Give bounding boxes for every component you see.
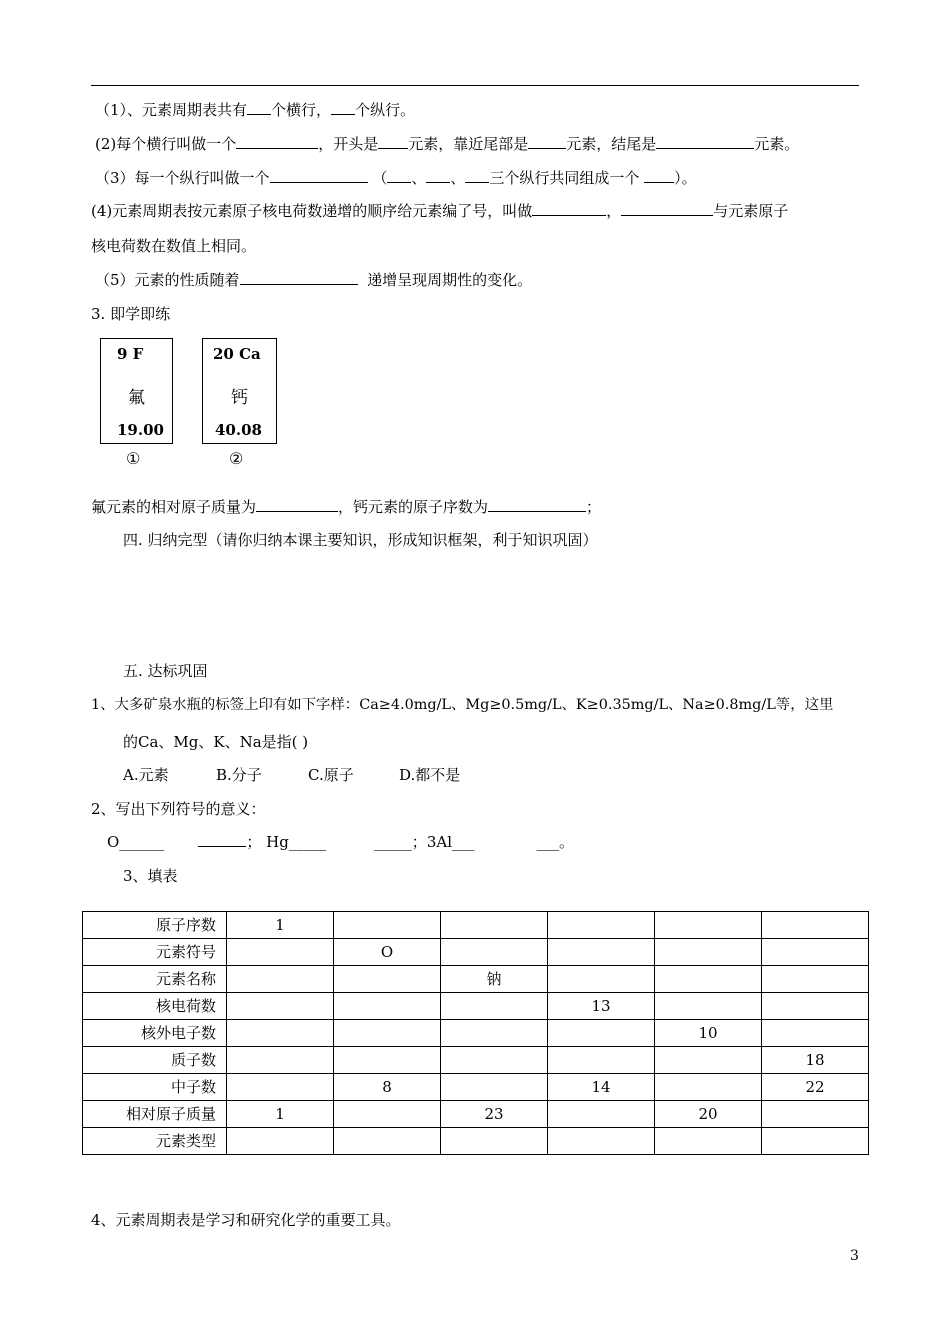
blank[interactable] <box>236 134 318 149</box>
blank[interactable] <box>270 168 368 183</box>
table-cell[interactable] <box>762 966 869 993</box>
atomic-number: 20 Ca <box>213 345 261 363</box>
table-cell[interactable] <box>548 1020 655 1047</box>
row-label: 相对原子质量 <box>83 1101 227 1128</box>
blank[interactable] <box>247 100 271 115</box>
table-cell[interactable] <box>548 939 655 966</box>
blank[interactable] <box>387 168 411 183</box>
practice-question: 氟元素的相对原子质量为 ，钙元素的原子序数为 ； <box>91 498 602 516</box>
q5-line: （5）元素的性质随着 递增呈现周期性的变化。 <box>95 271 533 289</box>
table-cell[interactable]: 22 <box>762 1074 869 1101</box>
table-cell[interactable] <box>334 1128 441 1155</box>
table-cell[interactable] <box>655 1047 762 1074</box>
table-cell[interactable] <box>655 912 762 939</box>
table-cell[interactable] <box>441 1047 548 1074</box>
atomic-mass: 19.00 <box>117 421 164 439</box>
table-cell[interactable] <box>441 1074 548 1101</box>
blank[interactable] <box>426 168 450 183</box>
table-row <box>83 939 869 966</box>
row-label: 原子序数 <box>83 912 227 939</box>
table-cell[interactable] <box>548 1128 655 1155</box>
table-cell[interactable]: 20 <box>655 1101 762 1128</box>
ex2-symbols: O______ ； Hg_____ _____；3Al___ ___。 <box>107 833 575 851</box>
table-cell[interactable] <box>227 966 334 993</box>
table-cell[interactable] <box>762 1101 869 1128</box>
table-cell[interactable] <box>227 1020 334 1047</box>
table-cell[interactable]: O <box>334 939 441 966</box>
ex1-line-2: 的Ca、Mg、K、Na是指( ) <box>123 733 309 751</box>
q2-line: (2)每个横行叫做一个 ，开头是 元素，靠近尾部是 元素，结尾是 元素。 <box>95 135 800 153</box>
q1-line: （1）、元素周期表共有 个横行， 个纵行。 <box>95 101 416 119</box>
table-cell[interactable]: 10 <box>655 1020 762 1047</box>
table-cell[interactable] <box>227 1047 334 1074</box>
blank[interactable] <box>465 168 489 183</box>
q4-line-2: 核电荷数在数值上相同。 <box>91 237 257 255</box>
table-cell[interactable]: 23 <box>441 1101 548 1128</box>
table-cell[interactable] <box>548 912 655 939</box>
table-cell[interactable] <box>655 1128 762 1155</box>
header-rule <box>91 85 859 86</box>
ex2-title: 2、写出下列符号的意义： <box>91 800 266 818</box>
table-cell[interactable] <box>227 1074 334 1101</box>
row-label: 核电荷数 <box>83 993 227 1020</box>
row-label: 质子数 <box>83 1047 227 1074</box>
section-5-heading: 五. 达标巩固 <box>123 662 208 680</box>
card-label-2: ② <box>229 449 244 468</box>
ex1-options <box>123 765 460 785</box>
ex1-line-1: 1、大多矿泉水瓶的标签上印有如下字样：Ca≥4.0mg/L、Mg≥0.5mg/L、K≥0.35mg/L、Na≥0.8mg/L等，这里 <box>91 697 834 713</box>
table-row <box>83 1074 869 1101</box>
blank[interactable] <box>240 270 358 285</box>
option-a[interactable]: A.元素 <box>123 766 169 784</box>
table-cell[interactable] <box>655 939 762 966</box>
table-row <box>83 966 869 993</box>
table-cell[interactable] <box>762 912 869 939</box>
table-cell[interactable] <box>227 1128 334 1155</box>
q4-line-1: (4)元素周期表按元素原子核电荷数递增的顺序给元素编了号，叫做 ， 与元素原子 <box>91 202 789 220</box>
table-cell[interactable] <box>441 1128 548 1155</box>
q3-line: （3）每一个纵行叫做一个 （ 、 、 三个纵行共同组成一个 ）。 <box>95 169 697 187</box>
table-cell[interactable] <box>441 1020 548 1047</box>
table-row <box>83 1020 869 1047</box>
element-card-calcium <box>202 338 277 444</box>
blank[interactable] <box>198 832 246 847</box>
blank[interactable] <box>644 168 674 183</box>
row-label: 中子数 <box>83 1074 227 1101</box>
row-label: 核外电子数 <box>83 1020 227 1047</box>
table-row <box>83 993 869 1020</box>
blank[interactable] <box>256 497 338 512</box>
table-cell[interactable] <box>227 993 334 1020</box>
table-cell[interactable] <box>441 939 548 966</box>
table-cell[interactable] <box>227 939 334 966</box>
blank[interactable] <box>488 497 586 512</box>
element-card-fluorine <box>100 338 173 444</box>
table-cell[interactable] <box>762 939 869 966</box>
table-cell[interactable] <box>334 993 441 1020</box>
element-name: 钙 <box>231 388 248 408</box>
blank[interactable] <box>331 100 355 115</box>
table-cell[interactable]: 钠 <box>441 966 548 993</box>
table-cell[interactable] <box>655 966 762 993</box>
blank[interactable] <box>656 134 754 149</box>
atomic-mass: 40.08 <box>215 421 262 439</box>
table-row <box>83 912 869 939</box>
option-b[interactable]: B.分子 <box>216 766 262 784</box>
table-cell[interactable] <box>548 1047 655 1074</box>
table-cell[interactable]: 8 <box>334 1074 441 1101</box>
option-d[interactable]: D.都不是 <box>399 766 461 784</box>
table-cell[interactable] <box>334 1101 441 1128</box>
element-name: 氟 <box>128 388 145 408</box>
table-cell[interactable] <box>441 912 548 939</box>
table-cell[interactable]: 1 <box>227 912 334 939</box>
table-row <box>83 1047 869 1074</box>
blank[interactable] <box>532 201 606 216</box>
practice-heading: 3. 即学即练 <box>91 305 171 323</box>
table-cell[interactable] <box>441 993 548 1020</box>
card-label-1: ① <box>126 449 141 468</box>
section-4-heading: 四. 归纳完型（请你归纳本课主要知识，形成知识框架，利于知识巩固） <box>123 531 598 549</box>
blank[interactable] <box>528 134 566 149</box>
row-label: 元素符号 <box>83 939 227 966</box>
table-cell[interactable]: 18 <box>762 1047 869 1074</box>
row-label: 元素类型 <box>83 1128 227 1155</box>
table-cell[interactable] <box>334 912 441 939</box>
table-cell[interactable]: 1 <box>227 1101 334 1128</box>
table-cell[interactable] <box>655 1074 762 1101</box>
table-cell[interactable] <box>334 1047 441 1074</box>
atomic-number: 9 F <box>117 345 144 363</box>
table-cell[interactable] <box>762 1020 869 1047</box>
option-c[interactable]: C.原子 <box>308 766 354 784</box>
ex3-title: 3、填表 <box>123 867 178 885</box>
page-number: 3 <box>850 1248 859 1264</box>
table-cell[interactable] <box>334 1020 441 1047</box>
blank[interactable] <box>621 201 713 216</box>
table-cell[interactable] <box>762 993 869 1020</box>
blank[interactable] <box>378 134 408 149</box>
table-cell[interactable] <box>548 1101 655 1128</box>
table-cell[interactable] <box>334 966 441 993</box>
table-cell[interactable]: 14 <box>548 1074 655 1101</box>
table-cell[interactable]: 13 <box>548 993 655 1020</box>
table-row <box>83 1101 869 1128</box>
table-cell[interactable] <box>655 993 762 1020</box>
table-row <box>83 1128 869 1155</box>
ex4-line: 4、元素周期表是学习和研究化学的重要工具。 <box>91 1211 401 1229</box>
table-cell[interactable] <box>548 966 655 993</box>
table-cell[interactable] <box>762 1128 869 1155</box>
element-fill-table <box>82 911 869 1155</box>
row-label: 元素名称 <box>83 966 227 993</box>
